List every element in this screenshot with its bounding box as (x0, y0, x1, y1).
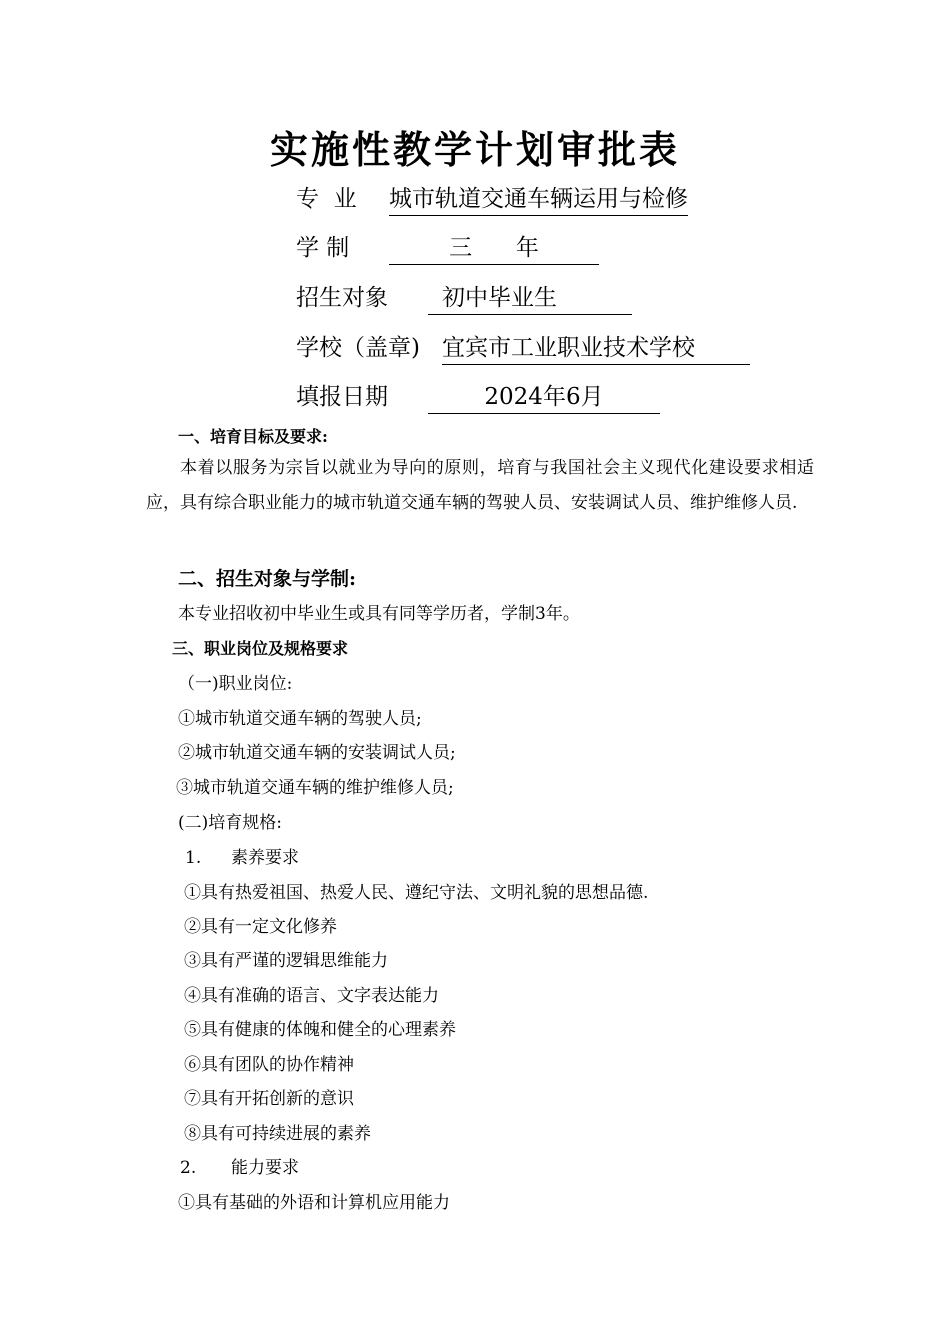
info-row-enroll (296, 281, 632, 315)
section1-body: 本着以服务为宗旨以就业为导向的原则，培育与我国社会主义现代化建设要求相适应，具有综合职业能力的城市轨道交通车辆的驾驶人员、安装调试人员、维护维修人员. (146, 458, 814, 513)
enroll-label: 招生对象 (296, 285, 388, 311)
ability-number: 2. (180, 1158, 197, 1178)
major-value: 城市轨道交通车辆运用与检修 (389, 184, 688, 216)
info-row-date (296, 380, 660, 414)
date-label: 填报日期 (296, 384, 388, 410)
section3-heading: 三、职业岗位及规格要求 (172, 639, 349, 658)
school-value: 宜宾市工业职业技术学校 (442, 333, 750, 365)
enroll-value: 初中毕业生 (428, 283, 632, 315)
section1-heading: 一、培育目标及要求: (178, 427, 328, 446)
quality-item: ①具有热爱祖国、热爱人民、遵纪守法、文明礼貌的思想品德. (184, 883, 649, 903)
post-item: ③城市轨道交通车辆的维护维修人员; (176, 778, 454, 798)
info-row-duration (296, 231, 599, 265)
quality-item: ④具有准确的语言、文字表达能力 (184, 986, 439, 1006)
duration-label: 学 制 (296, 235, 350, 261)
quality-item: ⑦具有开拓创新的意识 (184, 1089, 354, 1109)
posts-heading: （一)职业岗位: (178, 674, 293, 694)
quality-item: ②具有一定文化修养 (184, 917, 337, 937)
date-value: 2024年6月 (428, 382, 660, 414)
quality-item: ⑥具有团队的协作精神 (184, 1055, 354, 1075)
section2-body: 本专业招收初中毕业生或具有同等学历者，学制3年。 (178, 604, 580, 624)
specs-heading: (二)培育规格: (178, 813, 282, 833)
quality-item: ③具有严谨的逻辑思维能力 (184, 951, 388, 971)
ability-item: ①具有基础的外语和计算机应用能力 (178, 1193, 450, 1213)
ability-heading (180, 1155, 299, 1181)
info-row-major (296, 182, 688, 216)
info-row-school (296, 331, 750, 365)
document-title: 实施性教学计划审批表 (269, 127, 680, 172)
post-item: ②城市轨道交通车辆的安装调试人员; (178, 743, 456, 763)
quality-item: ⑧具有可持续进展的素养 (184, 1124, 371, 1144)
quality-heading (185, 845, 299, 871)
major-label: 专 业 (296, 186, 357, 212)
ability-title: 能力要求 (231, 1158, 299, 1178)
post-item: ①城市轨道交通车辆的驾驶人员; (178, 709, 422, 729)
quality-item: ⑤具有健康的体魄和健全的心理素养 (184, 1020, 456, 1040)
quality-number: 1. (185, 848, 202, 868)
duration-value: 三 年 (389, 233, 599, 265)
quality-title: 素养要求 (231, 848, 299, 868)
school-label: 学校（盖章) (296, 335, 420, 361)
section2-heading: 二、招生对象与学制: (178, 568, 357, 590)
